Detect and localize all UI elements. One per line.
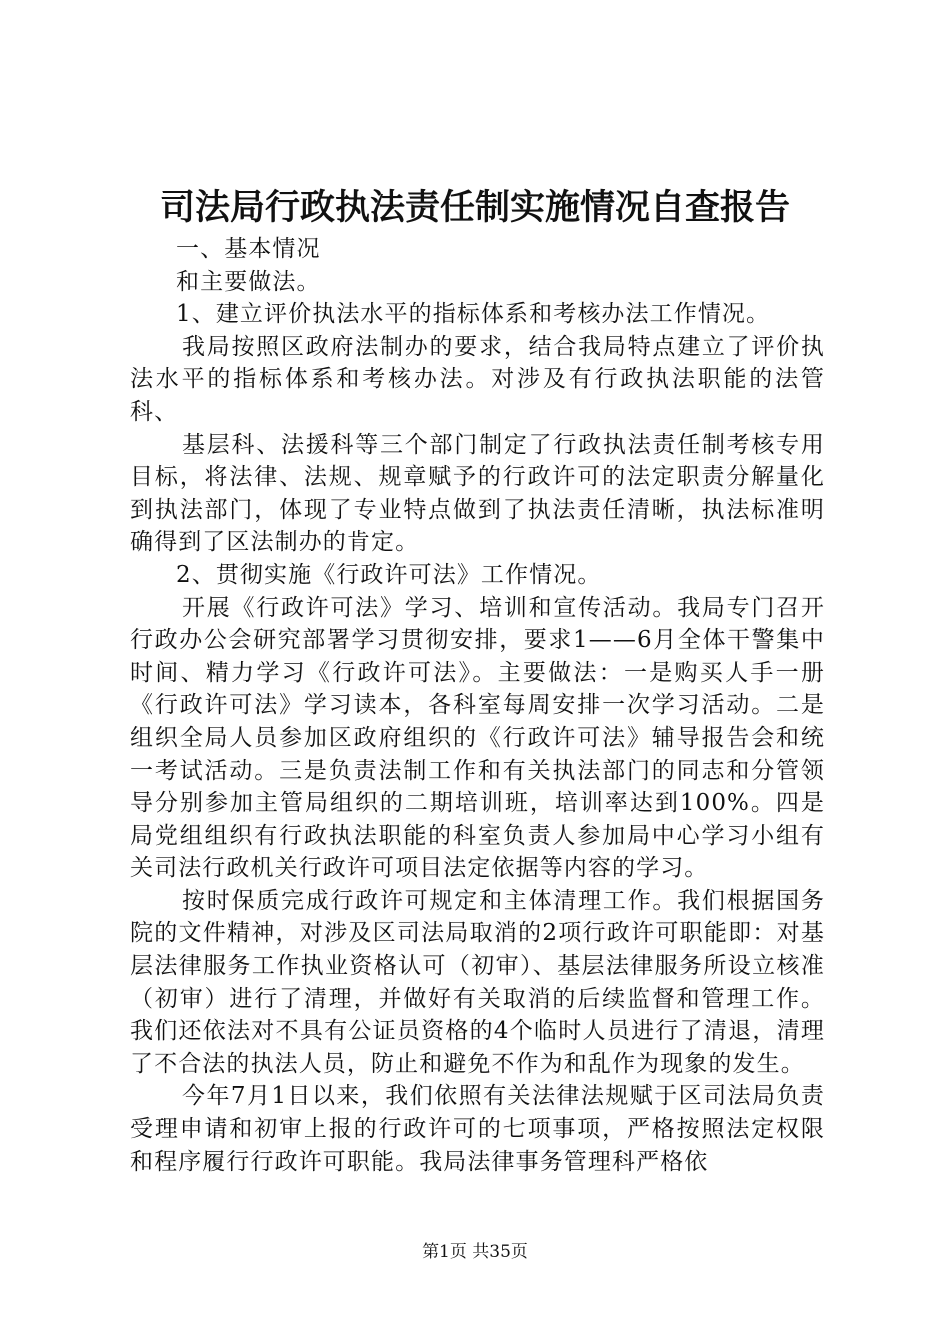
section-heading-continuation: 和主要做法。 — [176, 268, 321, 295]
page-footer: 第1页 共35页 — [422, 1242, 528, 1262]
paragraph: 按时保质完成行政许可规定和主体清理工作。我们根据国务院的文件精神，对涉及区司法局取消的2项行政许可职能即：对基层法律服务工作执业资格认可（初审）、基层法律服务所设立核准（初审）进行了清理，并做好有关取消的后续监督和管理工作。我们还依法对不具有公证员资格的4个临时人员进行了清退，清理了不合法的执法人员，防止和避免不作为和乱作为现象的发生。 — [130, 887, 825, 1077]
paragraph: 开展《行政许可法》学习、培训和宣传活动。我局专门召开行政办公会研究部署学习贯彻安排，要求1——6月全体干警集中时间、精力学习《行政许可法》。主要做法：一是购买人手一册《行政许可法》学习读本，各科室每周安排一次学习活动。二是组织全局人员参加区政府组织的《行政许可法》辅导报告会和统一考试活动。三是负责法制工作和有关执法部门的同志和分管领导分别参加主管局组织的二期培训班，培训率达到100%。四是局党组组织有行政执法职能的科室负责人参加局中心学习小组有关司法行政机关行政许可项目法定依据等内容的学习。 — [130, 594, 825, 882]
paragraph: 我局按照区政府法制办的要求，结合我局特点建立了评价执法水平的指标体系和考核办法。对涉及有行政执法职能的法管科、 — [130, 333, 825, 425]
document-body — [130, 233, 825, 1178]
document-title: 司法局行政执法责任制实施情况自查报告 — [159, 187, 790, 228]
subsection-heading: 2、贯彻实施《行政许可法》工作情况。 — [176, 561, 602, 588]
subsection-heading: 1、建立评价执法水平的指标体系和考核办法工作情况。 — [176, 301, 771, 328]
section-heading: 一、基本情况 — [176, 236, 321, 262]
paragraph: 今年7月1日以来，我们依照有关法律法规赋于区司法局负责受理申请和初审上报的行政许可的七项事项，严格按照法定权限和程序履行行政许可职能。我局法律事务管理科严格依 — [130, 1083, 825, 1175]
paragraph: 基层科、法援科等三个部门制定了行政执法责任制考核专用目标，将法律、法规、规章赋予的行政许可的法定职责分解量化到执法部门，体现了专业特点做到了执法责任清晰，执法标准明确得到了区法制办的肯定。 — [130, 431, 825, 556]
